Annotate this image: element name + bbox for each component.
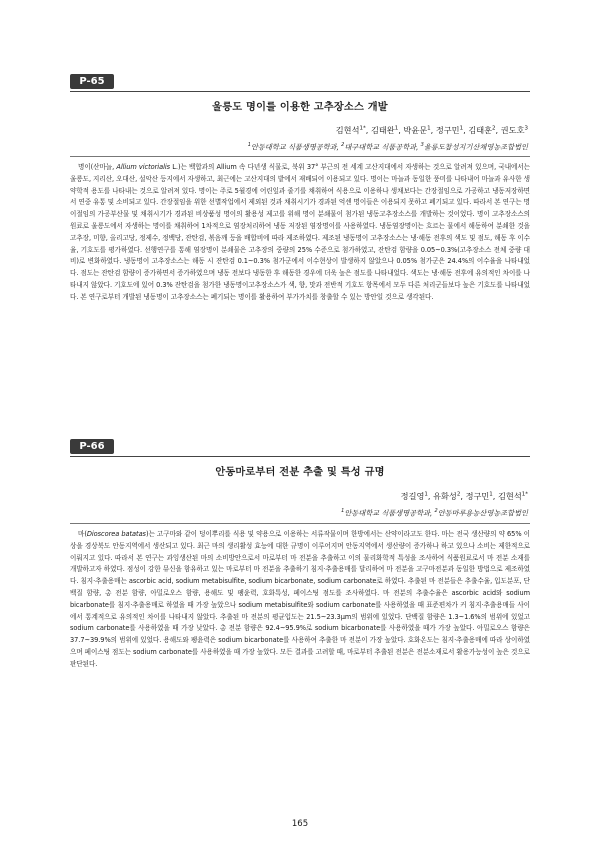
author-sup: 2	[456, 491, 461, 498]
author-name: 정구민	[435, 125, 460, 135]
abstract-id-badge: P-65	[70, 74, 114, 89]
author-sup: 1*	[521, 491, 528, 498]
author-sup: 1*	[359, 125, 366, 132]
author-sup: 1	[459, 125, 464, 132]
abstract-body	[70, 162, 530, 304]
section-top-rule	[70, 456, 530, 457]
affiliation-list: $^1$안동대학교 식품생명공학과, $^2$대구대학교 식품공학과, $^3$울릉도참성지기산채영농조합법인	[247, 142, 528, 152]
affiliation-sup: 1	[247, 142, 251, 148]
body-text: 마(	[78, 530, 87, 538]
author-sup: 3	[524, 125, 528, 132]
affiliation-name: 안동대학교 식품생명공학과	[250, 142, 337, 152]
affiliation-sup: 2	[434, 508, 438, 514]
author-name: 정길영	[400, 491, 425, 501]
author-name: 김태완	[370, 125, 395, 135]
affiliation-name: 안동마루용농산영농조합법인	[437, 508, 528, 518]
author-name: 정구민	[465, 491, 490, 501]
section-top-rule	[70, 91, 530, 92]
affiliation-name: 울릉도참성지기산채영농조합법인	[423, 142, 528, 152]
author-name: 유화성	[433, 491, 457, 501]
abstract-id-badge: P-66	[70, 439, 114, 454]
page-number: 165	[291, 819, 309, 829]
header-divider	[70, 156, 530, 157]
author-sup: 2	[492, 125, 496, 132]
body-text: 명이(산마늘,	[78, 163, 117, 171]
author-name: 김현석	[498, 491, 522, 501]
affiliation-name: 대구대학교 식품공학과	[344, 142, 417, 152]
author-name: 박윤문	[403, 125, 428, 135]
author-sup: 1	[489, 491, 493, 498]
affiliation-name: 안동대학교 식품생명공학과	[344, 508, 430, 518]
author-list: 정길영$^1$, 유화성$^2$, 정구민$^1$, 김현석$^{1*}$	[400, 491, 528, 501]
body-text: L.)는 백합과의 Allium 속 다년생 식물로, 북위 37° 부근의 전 세계 고산지대에서 자생하는 것으로 알려져 있으며, 국내에서는 울릉도, 지리산, 오대산, 설악산 등지에서 자생하고, 최근에는 고산지대의 밭에서 재배되어 이용되고 있다. 명이는 마늘과 동일한 풍미를 나타내어 마늘과 유사한 생약학적 용도를 나타내는 것으로 알려져 있다. 명이는 주로 5월경에 어린잎과 줄기를 채취하여 식용으로 이용하나 생채보다는 간장절임으로 가공하고 냉동저장하면서 연중 유통 및 소비되고 있다. 간장절임을 위한 선별작업에서 제외된 것과 채취시기가 경과된 억센 명이들은 이용되지 못하고 폐기되고 있다. 따라서 본 연구는 명이절임의 가공부산물 및 채취시기가 경과된 비상품성 명이의 활용성 제고를 위해 명이 분쇄물이 첨가된 냉동고추장소스를 개발하는 것이었다. 명이 고추장소스의 원료로 울릉도에서 자생하는 명이를 채취하여 1차적으로 염장처리하여 냉동 저장된 염장명이를 사용하였다. 냉동염장명이는 흐르는 물에서 해동하여 분쇄한 것을 고추장, 미향, 올리고당, 정제수, 정백당, 잔탄검, 볶음깨 등을 배합비에 따라 제조하였다. 제조된 냉동명이 고추장소스는 냉·해동 전후의 색도 및 점도, 해동 후 이수율, 기호도를 평가하였다. 선행연구를 통해 염장명이 분쇄물은 고추장의 중량의 25% 수준으로 첨가하였고, 잔탄검 함량을 0.05~0.3%(고추장소스 전체 중량 대비)로 변화하였다. 냉동명이 고추장소스는 해동 시 잔탄검 0.1~0.3% 첨가군에서 이수현상이 발생하지 않았으나 0.05% 첨가군은 24.4%의 이수율을 나타내었다. 점도는 잔탄검 함량이 증가하면서 증가하였으며 냉동 전보다 냉동한 후 해동한 경우에 더욱 높은 점도를 나타내었다. 색도는 냉·해동 전후에 유의적인 차이를 나타내지 않았다. 기호도에 있어 0.3% 잔탄검을 첨가한 냉동명이고추장소스가 색, 향, 맛과 전반적 기호도 항목에서 모두 다른 처리군들보다 높은 기호도를 나타내었다. 본 연구로부터 개발된 냉동명이 고추장소스는 폐기되는 명이를 활용하여 부가가치를 창출할 수 있는 방안일 것으로 생각된다.	[70, 163, 530, 301]
abstract-body	[70, 529, 530, 671]
author-sup: 1	[427, 125, 431, 132]
affiliation-list: $^1$안동대학교 식품생명공학과, $^2$안동마루용농산영농조합법인	[341, 508, 528, 518]
header-divider	[70, 523, 530, 524]
abstract-title: 안동마로부터 전분 추출 및 특성 규명	[215, 467, 385, 478]
scientific-name: Allium victorialis	[116, 163, 171, 171]
author-name: 김태훈	[468, 125, 493, 135]
author-list: 김현석$^{1*}$, 김태완$^1$, 박윤문$^1$, 정구민$^1$, 김태훈$^2$, 권도호$^3$	[335, 125, 528, 135]
author-name: 권도호	[500, 125, 525, 135]
body-text: )는 고구마와 같이 덩이뿌리를 식용 및 약용으로 이용하는 서류작물이며 한방에서는 산약이라고도 한다. 마는 전국 생산량의 약 65% 이상을 경상북도 안동지역에서 생산되고 있다. 최근 마의 생리활성 효능에 대한 규명이 이루어지며 안동지역에서 생산량이 증가하나 하고 있으나 소비는 제한적으로 이뤄지고 있다. 따라서 본 연구는 과잉생산된 마의 소비방안으로서 마로부터 마 전분을 추출하고 이의 물리화학적 특성을 조사하여 식품원료로서 마 전분 소재를 개발하고자 하였다. 점성이 강한 뮤신을 함유하고 있는 마로부터 마 전분을 추출하기 침지·추출용매를 달리하여 마 전분을 고구마전분과 동일한 방법으로 제조하였다. 침지·추출용매는 ascorbic acid, sodium metabisulfite, sodium bicarbonate, sodium carbonate로 하였다. 추출된 마 전분들은 추출수율, 입도분포, 단백질 함량, 총 전분 함량, 아밀로오스 함량, 용해도 및 팽윤력, 호화특성, 페이스팅 점도를 조사하였다. 마 전분의 추출수율은 ascorbic acid와 sodium bicarbonate를 침지·추출용매로 하였을 때 가장 높았으나 sodium metabisulfite와 sodium carbonate를 사용하였을 때 표준편차가 커 침지·추출용매들 사이에서 통계적으로 유의적인 차이를 나타내지 않았다. 추출된 마 전분의 평균입도는 21.5~23.3μm의 범위에 있었다. 단백질 함량은 1.3~1.6%의 범위에 있었고 sodium carbonate를 사용하였을 때 가장 낮았다. 총 전분 함량은 92.4~95.9%로 sodium bicarbonate를 사용하였을 때가 가장 높았다. 아밀로오스 함량은 37.7~39.9%의 범위에 있었다. 용해도와 팽윤력은 sodium bicarbonate를 사용하여 추출한 마 전분이 가장 높았다. 호화온도는 침지·추출용매에 따라 상이하였으며 페이스팅 점도는 sodium carbonate를 사용하였을 때 가장 높았다. 모든 결과를 고려할 때, 마로부터 추출된 전분은 전분소재로서 활용가능성이 높은 것으로 판단된다.	[70, 530, 530, 668]
author-sup: 1	[424, 491, 428, 498]
scientific-name: Dioscorea batatas	[86, 530, 146, 538]
affiliation-sup: 3	[420, 142, 424, 148]
affiliation-sup: 2	[341, 142, 345, 148]
author-name: 김현석	[335, 125, 360, 135]
abstract-title: 울릉도 명이를 이용한 고추장소스 개발	[212, 102, 388, 113]
author-sup: 1	[394, 125, 399, 132]
affiliation-sup: 1	[341, 508, 345, 514]
